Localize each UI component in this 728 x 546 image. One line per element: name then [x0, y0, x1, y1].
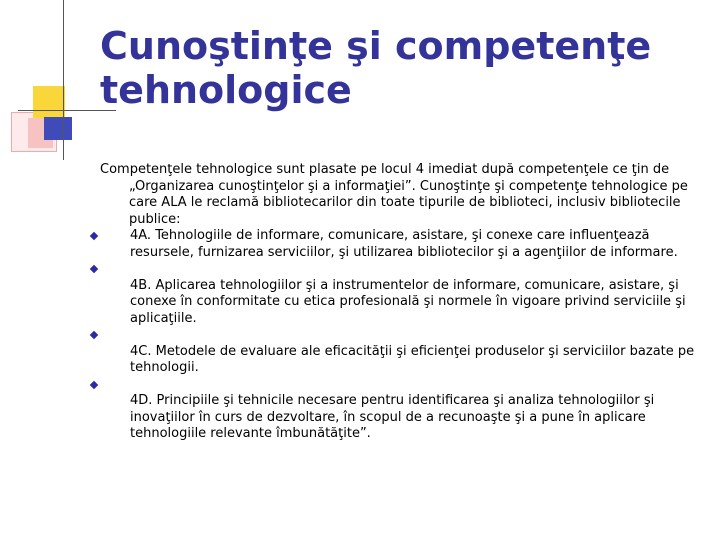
- bullet-icon: [90, 232, 98, 240]
- list-item-empty: [100, 261, 712, 278]
- list-item-empty: [100, 327, 712, 344]
- list-item-text: 4A. Tehnologiile de informare, comunicare, asistare, şi conexe care influenţează resursele, furnizarea serviciilor, şi utilizarea bibliotecilor şi a agenţiilor de informare.: [130, 228, 678, 260]
- list-item-4c: [100, 344, 712, 377]
- list-item-text: 4B. Aplicarea tehnologiilor şi a instrumentelor de informare, comunicare, asistare, şi conexe în conformitate cu etica profesională şi normele în vigoare privind serviciile şi aplicaţiile.: [130, 277, 686, 326]
- bullet-icon: [90, 331, 98, 339]
- list-item-4a: [100, 228, 712, 261]
- bullet-icon: [90, 380, 98, 388]
- intro-paragraph: Competenţele tehnologice sunt plasate pe locul 4 imediat după competenţele ce ţin de „Organizarea cunoştinţelor şi a informaţiei”. Cunoştinţe şi competenţe tehnologice pe care ALA le reclamă bibliotecarilor din toate tipurile de biblioteci, inclusiv bibliotecile publice:: [100, 162, 688, 227]
- slide-body: [100, 162, 712, 443]
- bullet-icon: [90, 265, 98, 273]
- decor-vertical-line: [63, 0, 64, 160]
- list-item-empty: [100, 377, 712, 394]
- list-item-text: 4C. Metodele de evaluare ale eficacităţii şi eficienţei produselor şi serviciilor bazate pe tehnologii.: [130, 343, 695, 375]
- decor-blue-square: [44, 117, 72, 140]
- list-item-text: 4D. Principiile şi tehnicile necesare pentru identificarea şi analiza tehnologiilor şi inovaţiilor în curs de dezvoltare, în scopul de a recunoaşte şi a pune în aplicare tehnologiile relevante îmbunătăţite”.: [130, 393, 655, 441]
- slide-title: Cunoştinţe şi competenţe tehnologice: [100, 24, 652, 112]
- list-item-4d: [100, 393, 712, 443]
- decor-yellow-square: [33, 86, 65, 118]
- list-item-4b: [100, 278, 712, 328]
